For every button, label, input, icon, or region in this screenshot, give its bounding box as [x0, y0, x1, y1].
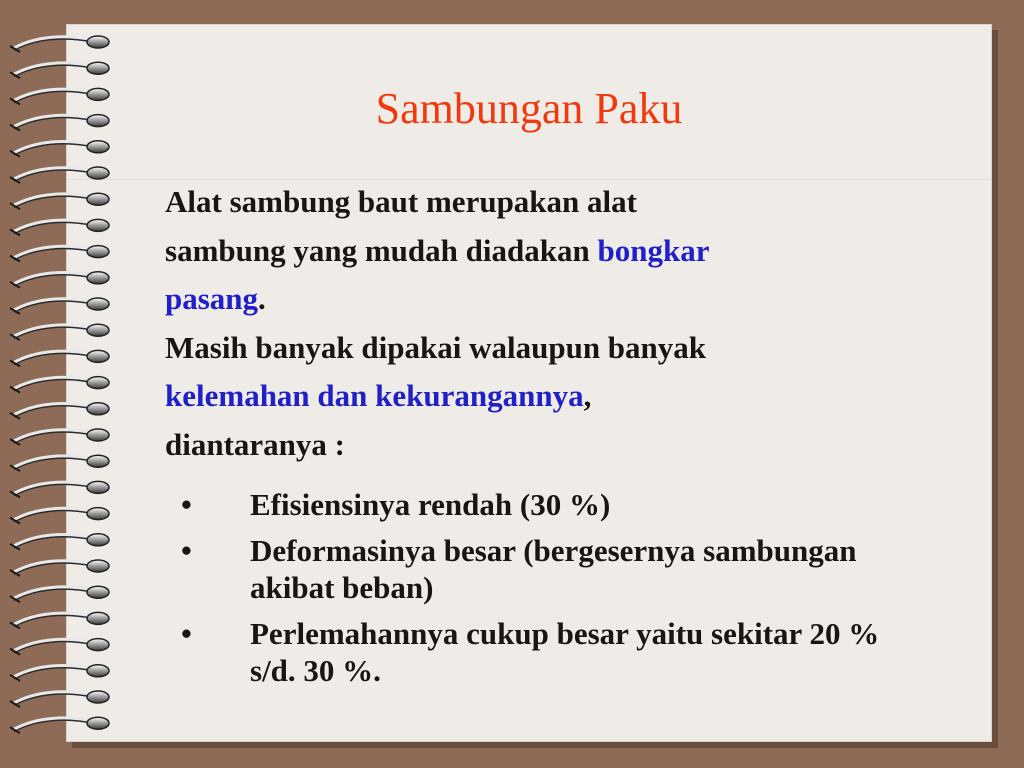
bullet-icon: • [181, 616, 192, 651]
binding-ring [10, 508, 109, 524]
intro-line: diantaranya : [165, 426, 345, 462]
binding-ring [10, 36, 109, 52]
binding-ring [10, 691, 109, 707]
binding-ring [10, 167, 109, 183]
binding-ring [10, 612, 109, 628]
highlight-text: kelemahan dan kekurangannya [165, 378, 584, 413]
binding-ring [10, 219, 109, 235]
binding-ring [10, 455, 109, 471]
binding-ring [10, 350, 109, 366]
slide-title: Sambungan Paku [375, 84, 683, 133]
intro-line: Masih banyak dipakai walaupun banyak [165, 329, 707, 365]
intro-line: pasang. [165, 281, 266, 316]
bullet-icon: • [181, 533, 192, 568]
binding-ring [10, 377, 109, 393]
highlight-text: bongkar [597, 232, 710, 268]
intro-line: kelemahan dan kekurangannya, [165, 378, 592, 413]
binding-ring [10, 403, 109, 419]
binding-ring [10, 272, 109, 288]
binding-ring [10, 481, 109, 497]
binding-ring [10, 193, 109, 209]
highlight-text: pasang [165, 281, 259, 316]
binding-ring [10, 665, 109, 681]
binding-ring [10, 639, 109, 655]
list-item: • Deformasinya besar (bergesernya sambungan akibat beban) [181, 533, 857, 605]
intro-paragraph [165, 178, 885, 469]
binding-ring [10, 246, 109, 262]
bullet-list [165, 486, 885, 698]
binding-ring [10, 324, 109, 340]
binding-ring [10, 586, 109, 602]
binding-ring [10, 717, 109, 733]
bullet-icon: • [181, 487, 192, 522]
list-item: • Perlemahannya cukup besar yaitu sekitar 20 % s/d. 30 %. [181, 616, 880, 688]
binding-ring [10, 429, 109, 445]
binding-ring [10, 560, 109, 576]
intro-line: sambung yang mudah diadakan bongkar [165, 232, 710, 268]
binding-ring [10, 141, 109, 157]
intro-line: Alat sambung baut merupakan alat [165, 184, 637, 219]
binding-ring [10, 62, 109, 78]
list-item: • Efisiensinya rendah (30 %) [181, 487, 611, 522]
binding-ring [10, 534, 109, 550]
binding-ring [10, 298, 109, 314]
